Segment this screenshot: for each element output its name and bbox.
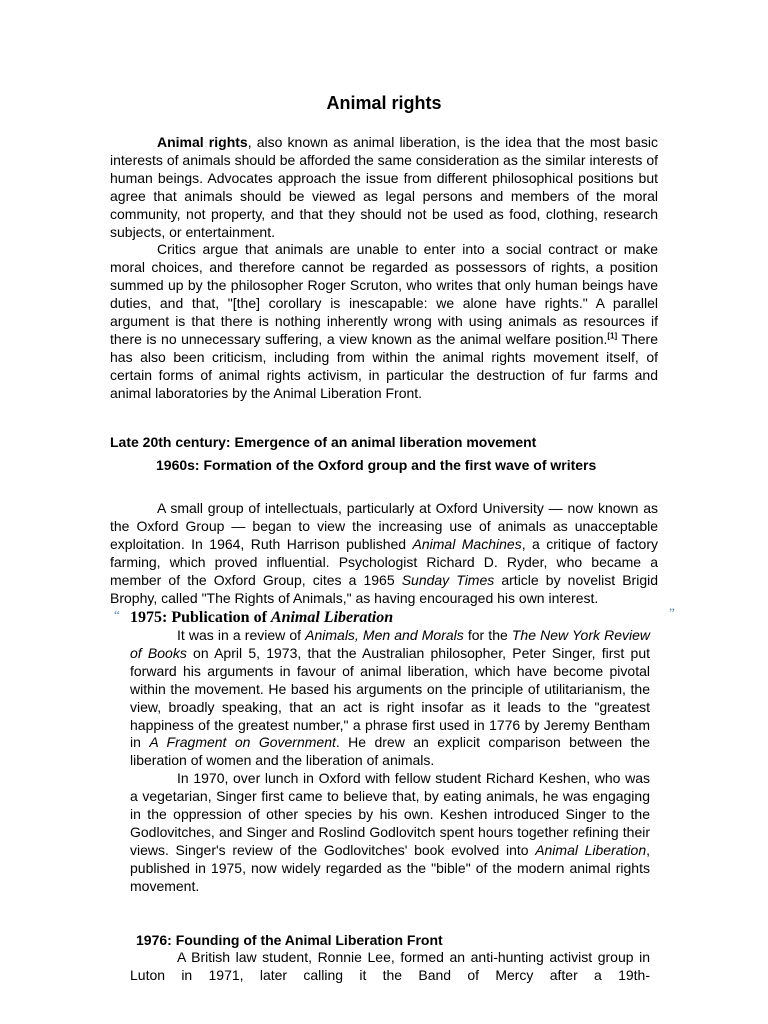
footnote-ref[interactable]: [1] — [607, 331, 618, 341]
intro-paragraph-1 — [110, 134, 658, 241]
newspaper-title-italic: Sunday Times — [401, 571, 495, 588]
paragraph-1975-1 — [130, 627, 650, 770]
page-title: Animal rights — [326, 93, 442, 113]
intro-bold-term: Animal rights — [157, 134, 248, 150]
book-title-italic: Animal Machines — [412, 535, 522, 552]
section-1976-body — [130, 949, 650, 985]
intro-p2-text-b: There has also been criticism, including from within the animal rights movement itself, of certain forms of animal rights activism, in particular the destruction of fur farms and animal laboratories by the Animal Liberation Front. — [110, 330, 658, 401]
subsection-heading-1975 — [130, 608, 393, 628]
publication-italic: The New York Review of Books — [130, 627, 650, 661]
text-run: It was in a review of — [177, 627, 306, 643]
text-run: article by novelist Brigid Brophy, called "The Rights of Animals," as having encouraged his own interest. — [110, 571, 659, 606]
text-run: on April 5, 1973, that the Australian philosopher, Peter Singer, first put forward his arguments in favour of animal liberation, which have become pivotal within the movement. He based his arguments on the principle of utilitarianism, the view, broadly speaking, that an act is right insofar as it leads to the "greatest happiness of the greatest number," a phrase first used in 1776 by Jeremy Bentham in — [130, 644, 650, 751]
section-1975-body — [130, 627, 650, 896]
heading-text: 1975: Publication of — [130, 609, 271, 626]
close-quote-mark: ” — [669, 605, 675, 620]
book-title-italic: Animals, Men and Morals — [305, 627, 464, 643]
intro-p1-text: , also known as animal liberation, is the idea that the most basic interests of animals should be afforded the same consideration as the similar interests of human beings. Advocates approach the issue from different philosophical positions but agree that animals should be viewed as legal persons and members of the moral community, not property, and that they should not be used as food, clothing, research subjects, or entertainment. — [110, 134, 658, 240]
heading-italic: Animal Liberation — [270, 609, 394, 626]
section-heading-late-20th: Late 20th century: Emergence of an animal liberation movement — [110, 434, 537, 450]
section-1960s-body — [110, 500, 658, 607]
text-run: , a critique of factory farming, which proved influential. Psychologist Richard D. Ryder, who became a member of the Oxford Group, cites a 1965 — [110, 535, 658, 588]
subsection-heading-1976: 1976: Founding of the Animal Liberation Front — [136, 932, 443, 948]
intro-section — [110, 134, 658, 403]
text-run: In 1970, over lunch in Oxford with fellow student Richard Keshen, who was a vegetarian, Singer first came to believe that, by eating animals, he was engaging in the oppression of other species by his own. Keshen introduced Singer to the Godlovitches, and Singer and Roslind Godlovitch spent hours together refining their views. Singer's review of the Godlovitches' book evolved into — [130, 770, 650, 858]
paragraph-1976: A British law student, Ronnie Lee, formed an anti-hunting activist group in Luton in 1971, later calling it the Band of Mercy after a 19th- — [130, 949, 650, 983]
intro-p2-text-a: Critics argue that animals are unable to enter into a social contract or make moral choices, and therefore cannot be regarded as possessors of rights, a position summed up by the philosopher Roger Scruton, who writes that only human beings have duties, and that, "[the] corollary is inescapable: we alone have rights." A parallel argument is that there is nothing inherently wrong with using animals as resources if there is no unnecessary suffering, a view known as the animal welfare position. — [110, 241, 658, 347]
text-run: . He drew an explicit comparison between the liberation of women and the liberation of animals. — [130, 734, 650, 769]
paragraph-1960s — [110, 500, 658, 607]
text-run: for the — [463, 627, 512, 643]
book-title-italic: Animal Liberation — [535, 841, 647, 858]
subsection-heading-1960s: 1960s: Formation of the Oxford group and the first wave of writers — [156, 457, 597, 473]
open-quote-mark: “ — [114, 607, 120, 622]
paragraph-1975-2 — [130, 770, 650, 895]
intro-paragraph-2 — [110, 241, 658, 402]
text-run: A small group of intellectuals, particularly at Oxford University — now known as the Oxford Group — began to view the increasing use of animals as unacceptable exploitation. In 1964, Ruth Harrison published — [110, 500, 658, 552]
book-title-italic: A Fragment on Government — [149, 734, 336, 751]
text-run: , published in 1975, now widely regarded as the "bible" of the modern animal rights movement. — [130, 841, 650, 894]
